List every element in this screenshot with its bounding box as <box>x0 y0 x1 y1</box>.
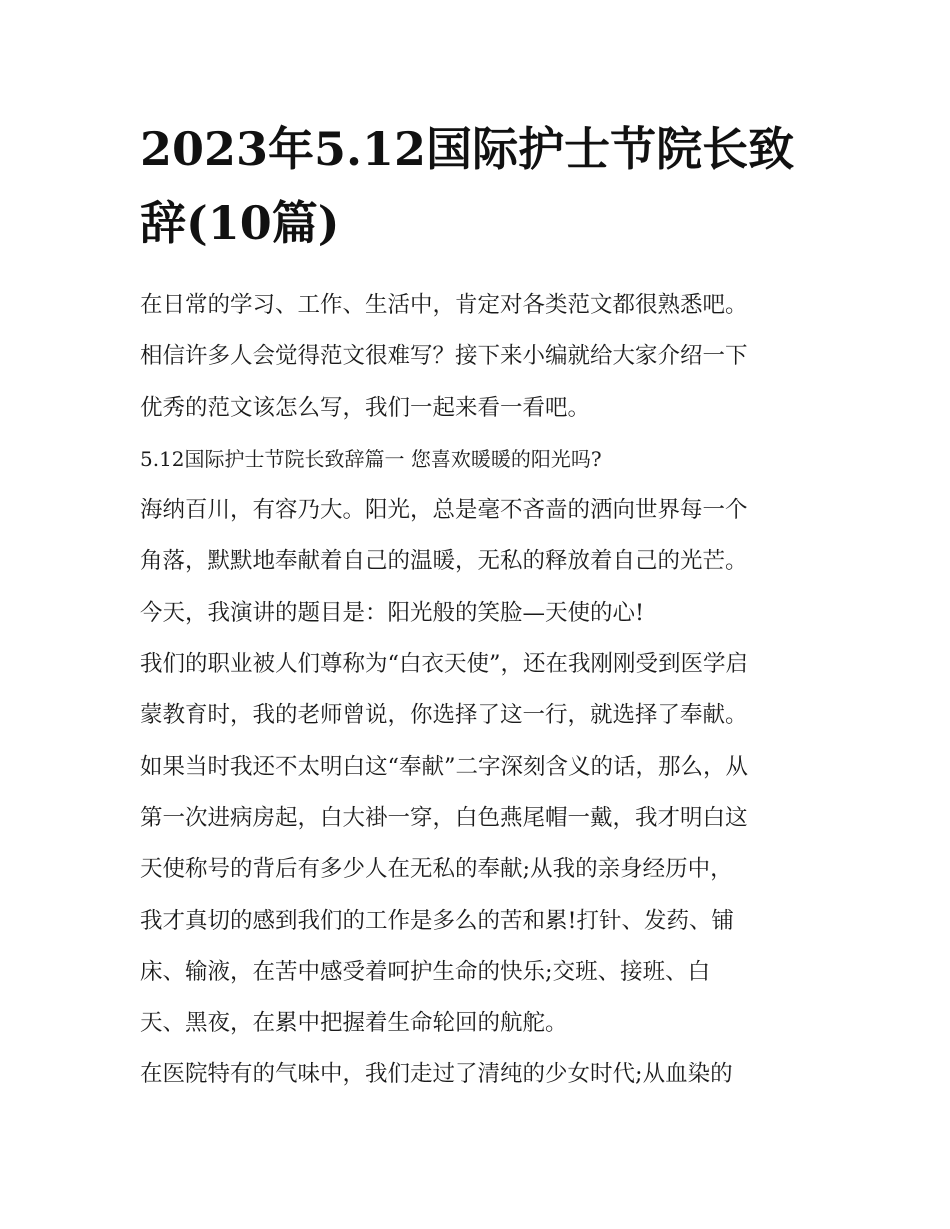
paragraph-line: 优秀的范文该怎么写，我们一起来看一看吧。 <box>140 394 591 421</box>
paragraph-line: 天使称号的背后有多少人在无私的奉献;从我的亲身经历中， <box>140 856 733 883</box>
paragraph-line: 在医院特有的气味中，我们走过了清纯的少女时代;从血染的 <box>140 1061 733 1088</box>
paragraph-line: 在日常的学习、工作、生活中，肯定对各类范文都很熟悉吧。 <box>140 292 748 318</box>
paragraph-line: 床、输液，在苦中感受着呵护生命的快乐;交班、接班、白 <box>140 958 711 985</box>
paragraph-line: 今天，我演讲的题目是：阳光般的笑脸—天使的心! <box>140 599 645 626</box>
paragraph-line: 相信许多人会觉得范文很难写？接下来小编就给大家介绍一下 <box>140 343 748 370</box>
paragraph-line: 角落，默默地奉献着自己的温暖，无私的释放着自己的光芒。 <box>140 548 748 575</box>
paragraph-line: 如果当时我还不太明白这“奉献”二字深刻含义的话，那么，从 <box>140 753 749 780</box>
paragraph-line: 我们的职业被人们尊称为“白衣天使”，还在我刚刚受到医学启 <box>140 651 749 678</box>
paragraph-line: 天、黑夜，在累中把握着生命轮回的航舵。 <box>140 1010 568 1037</box>
paragraph-line: 我才真切的感到我们的工作是多么的苦和累!打针、发药、铺 <box>140 907 735 934</box>
paragraph-line: 海纳百川，有容乃大。阳光，总是毫不吝啬的洒向世界每一个 <box>140 497 748 524</box>
document-body <box>140 280 830 1101</box>
section-heading: 5.12国际护士节院长致辞篇一 您喜欢暖暖的阳光吗? <box>140 446 602 471</box>
paragraph-line: 第一次进病房起，白大褂一穿，白色燕尾帽一戴，我才明白这 <box>140 804 748 831</box>
paragraph-line: 蒙教育时，我的老师曾说，你选择了这一行，就选择了奉献。 <box>140 702 748 729</box>
document-title: 2023年5.12国际护士节院长致辞(10篇) <box>140 122 795 250</box>
